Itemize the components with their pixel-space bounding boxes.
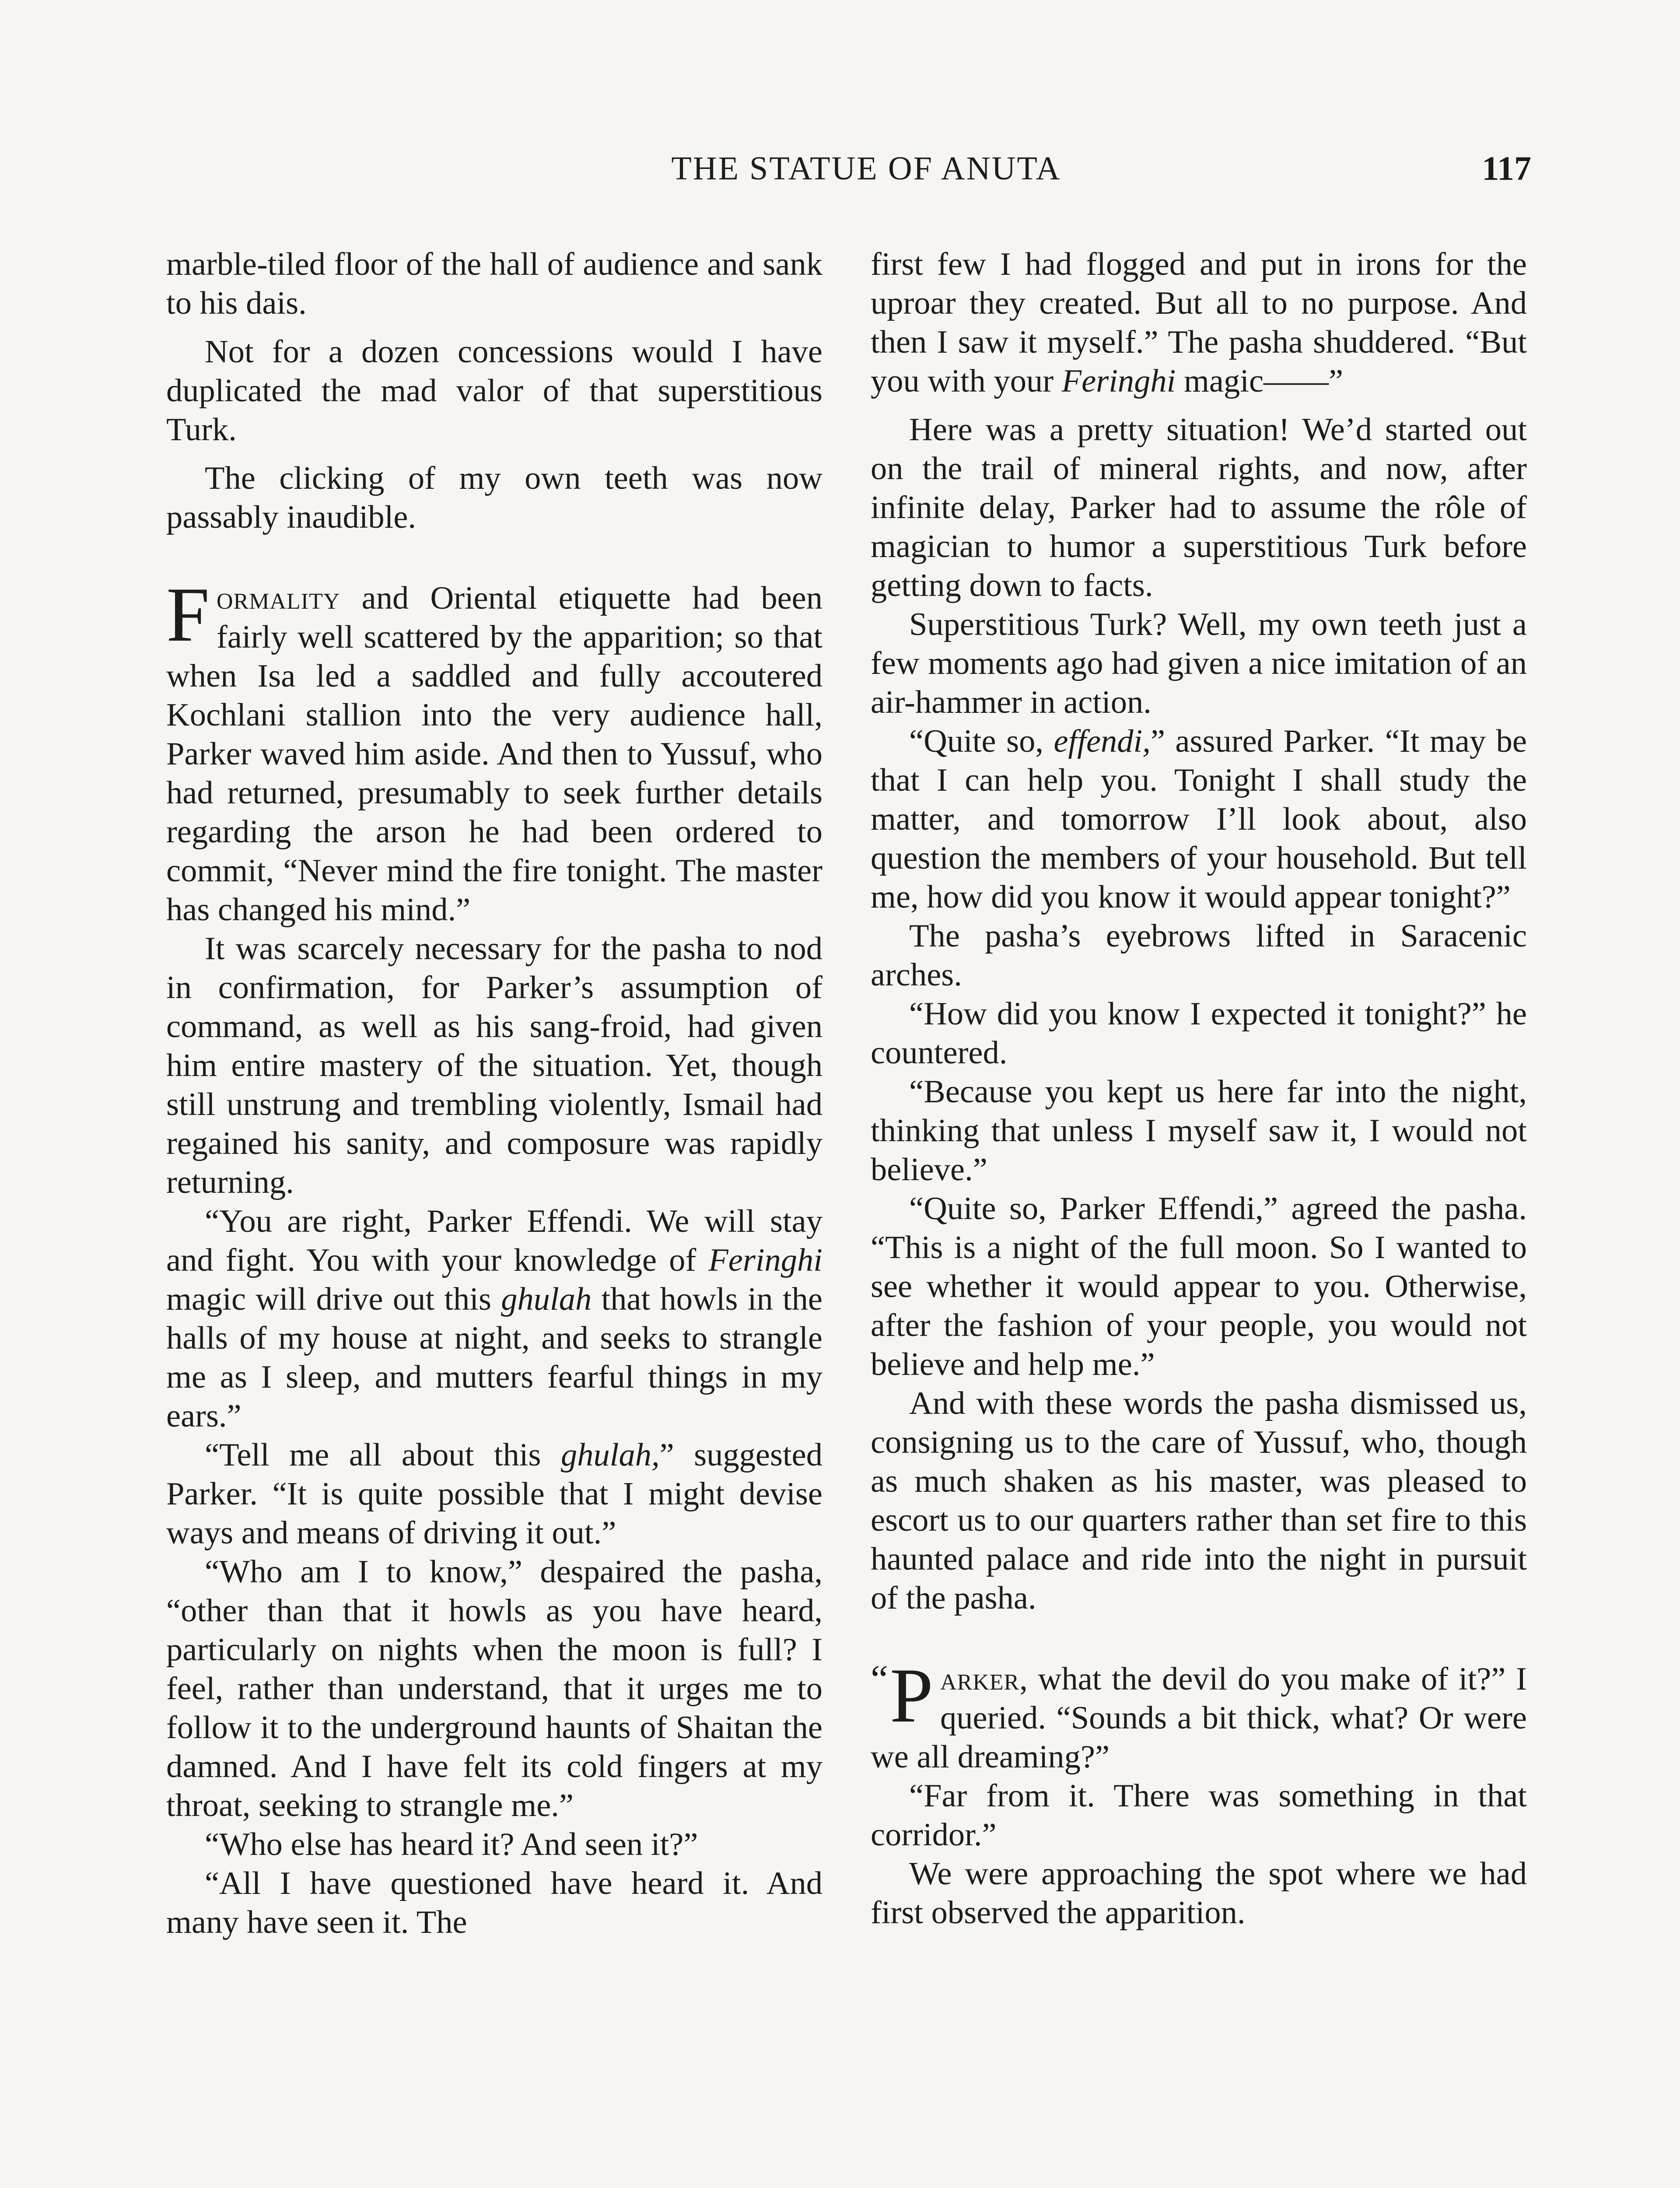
small-caps-lead: ormality bbox=[217, 580, 340, 616]
paragraph bbox=[166, 1436, 822, 1553]
text-run: “Quite so, bbox=[909, 723, 1054, 759]
section-opening-paragraph bbox=[871, 1652, 1527, 1777]
text-run: ” suggested Parker. “It is quite possible that I might devise ways and means of driving it out.” bbox=[166, 1437, 822, 1551]
text-run: marble-tiled floor of the hall of audience and sank to his dais. bbox=[166, 246, 822, 321]
drop-cap: P bbox=[889, 1652, 933, 1739]
text-run: Not for a dozen concessions would I have duplicated the mad valor of that superstitious Turk. bbox=[166, 334, 822, 448]
text-run: magic——” bbox=[1176, 363, 1344, 399]
text-run: magic will drive out this bbox=[166, 1281, 501, 1317]
paragraph bbox=[871, 1777, 1527, 1855]
text-run: “Quite so, Parker Effendi,” agreed the pasha. “This is a night of the full moon. So I wanted to see whether it would appear to you. Otherwise, after the fashion of your people, you would not believe and help me.” bbox=[871, 1191, 1527, 1382]
running-head bbox=[0, 144, 1680, 193]
left-text-column bbox=[166, 245, 822, 2188]
paragraph bbox=[166, 1864, 822, 1942]
text-run: And with these words the pasha dismissed us, consigning us to the care of Yussuf, who, though as much shaken as his master, was pleased to escort us to our quarters rather than set fire to this haunted palace and ride into the night in pursuit of the pasha. bbox=[871, 1385, 1527, 1616]
opening-quote: “ bbox=[871, 1658, 888, 1701]
paragraph bbox=[871, 917, 1527, 995]
paragraph bbox=[871, 245, 1527, 401]
italic-text-run: ghulah bbox=[501, 1281, 592, 1317]
text-run: The pasha’s eyebrows lifted in Saracenic arches. bbox=[871, 918, 1527, 993]
text-run: “Far from it. There was something in that corridor.” bbox=[871, 1778, 1527, 1853]
page-number: 117 bbox=[1482, 149, 1531, 187]
text-run: “Because you kept us here far into the night, thinking that unless I myself saw it, I would not believe.” bbox=[871, 1074, 1527, 1188]
paragraph bbox=[871, 722, 1527, 917]
right-text-column bbox=[871, 245, 1527, 2188]
paragraph bbox=[871, 1384, 1527, 1618]
text-run: and Oriental etiquette had been fairly well scattered by the apparition; so that when Isa led a saddled and fully accoutered Kochlani stallion into the very audience hall, Parker waved him aside. And then to Yussuf, who had returned, presumably to seek further details regarding the arson he had been ordered to commit, “Never mind the fire tonight. The master has changed his mind.” bbox=[166, 580, 822, 928]
paragraph bbox=[871, 410, 1527, 605]
text-run: , what the devil do you make of it?” I queried. “Sounds a bit thick, what? Or were we all dreaming?” bbox=[871, 1661, 1527, 1775]
paragraph bbox=[166, 333, 822, 449]
drop-cap: F bbox=[166, 571, 210, 658]
running-title: THE STATUE OF ANUTA bbox=[671, 150, 1061, 187]
text-run: “Who else has heard it? And seen it?” bbox=[205, 1827, 698, 1862]
text-run: “All I have questioned have heard it. And many have seen it. The bbox=[166, 1865, 822, 1940]
italic-text-run: effendi, bbox=[1054, 723, 1151, 759]
text-run: that howls in the halls of my house at night, and seeks to strangle me as I sleep, and mutters fearful things in my ears.” bbox=[166, 1281, 822, 1434]
section-opening-paragraph bbox=[166, 571, 822, 929]
paragraph bbox=[871, 1189, 1527, 1384]
paragraph bbox=[166, 1825, 822, 1864]
text-run: ” assured Parker. “It may be that I can help you. Tonight I shall study the matter, and tomorrow I’ll look about, also question the members of your household. But tell me, how did you know it would appear tonight?” bbox=[871, 723, 1527, 915]
text-run: We were approaching the spot where we had first observed the apparition. bbox=[871, 1856, 1527, 1931]
paragraph bbox=[166, 929, 822, 1202]
text-run: “You are right, Parker Effendi. We will stay and fight. You with your knowledge of bbox=[166, 1203, 822, 1278]
paragraph bbox=[871, 995, 1527, 1073]
italic-text-run: Feringhi bbox=[708, 1242, 822, 1278]
text-run: Superstitious Turk? Well, my own teeth just a few moments ago had given a nice imitation of an air-hammer in action. bbox=[871, 607, 1527, 720]
text-run: “How did you know I expected it tonight?” he countered. bbox=[871, 996, 1527, 1071]
paragraph bbox=[871, 1073, 1527, 1189]
paragraph bbox=[166, 1202, 822, 1436]
small-caps-lead: arker bbox=[940, 1661, 1020, 1697]
paragraph bbox=[871, 1855, 1527, 1932]
text-run: “Who am I to know,” despaired the pasha, “other than that it howls as you have heard, particularly on nights when the moon is full? I feel, rather than understand, that it urges me to follow it to the underground haunts of Shaitan the damned. And I have felt its cold fingers at my throat, seeking to strangle me.” bbox=[166, 1554, 822, 1823]
text-run: Here was a pretty situation! We’d started out on the trail of mineral rights, and now, after infinite delay, Parker had to assume the rôle of magician to humor a superstitious Turk before getting down to facts. bbox=[871, 412, 1527, 603]
paragraph bbox=[871, 605, 1527, 722]
text-run: “Tell me all about this bbox=[205, 1437, 561, 1473]
paragraph bbox=[166, 459, 822, 537]
text-run: It was scarcely necessary for the pasha to nod in confirmation, for Parker’s assumption of command, as well as his sang-froid, had given him entire mastery of the situation. Yet, though still unstrung and trembling violently, Ismail had regained his sanity, and composure was rapidly returning. bbox=[166, 931, 822, 1200]
italic-text-run: ghulah, bbox=[561, 1437, 660, 1473]
italic-text-run: Feringhi bbox=[1061, 363, 1176, 399]
paragraph bbox=[166, 1553, 822, 1825]
text-run: first few I had flogged and put in irons for the uproar they created. But all to no purpose. And then I saw it myself.” The pasha shuddered. “But you with your bbox=[871, 246, 1527, 399]
paragraph bbox=[166, 245, 822, 323]
text-run: The clicking of my own teeth was now passably inaudible. bbox=[166, 460, 822, 535]
